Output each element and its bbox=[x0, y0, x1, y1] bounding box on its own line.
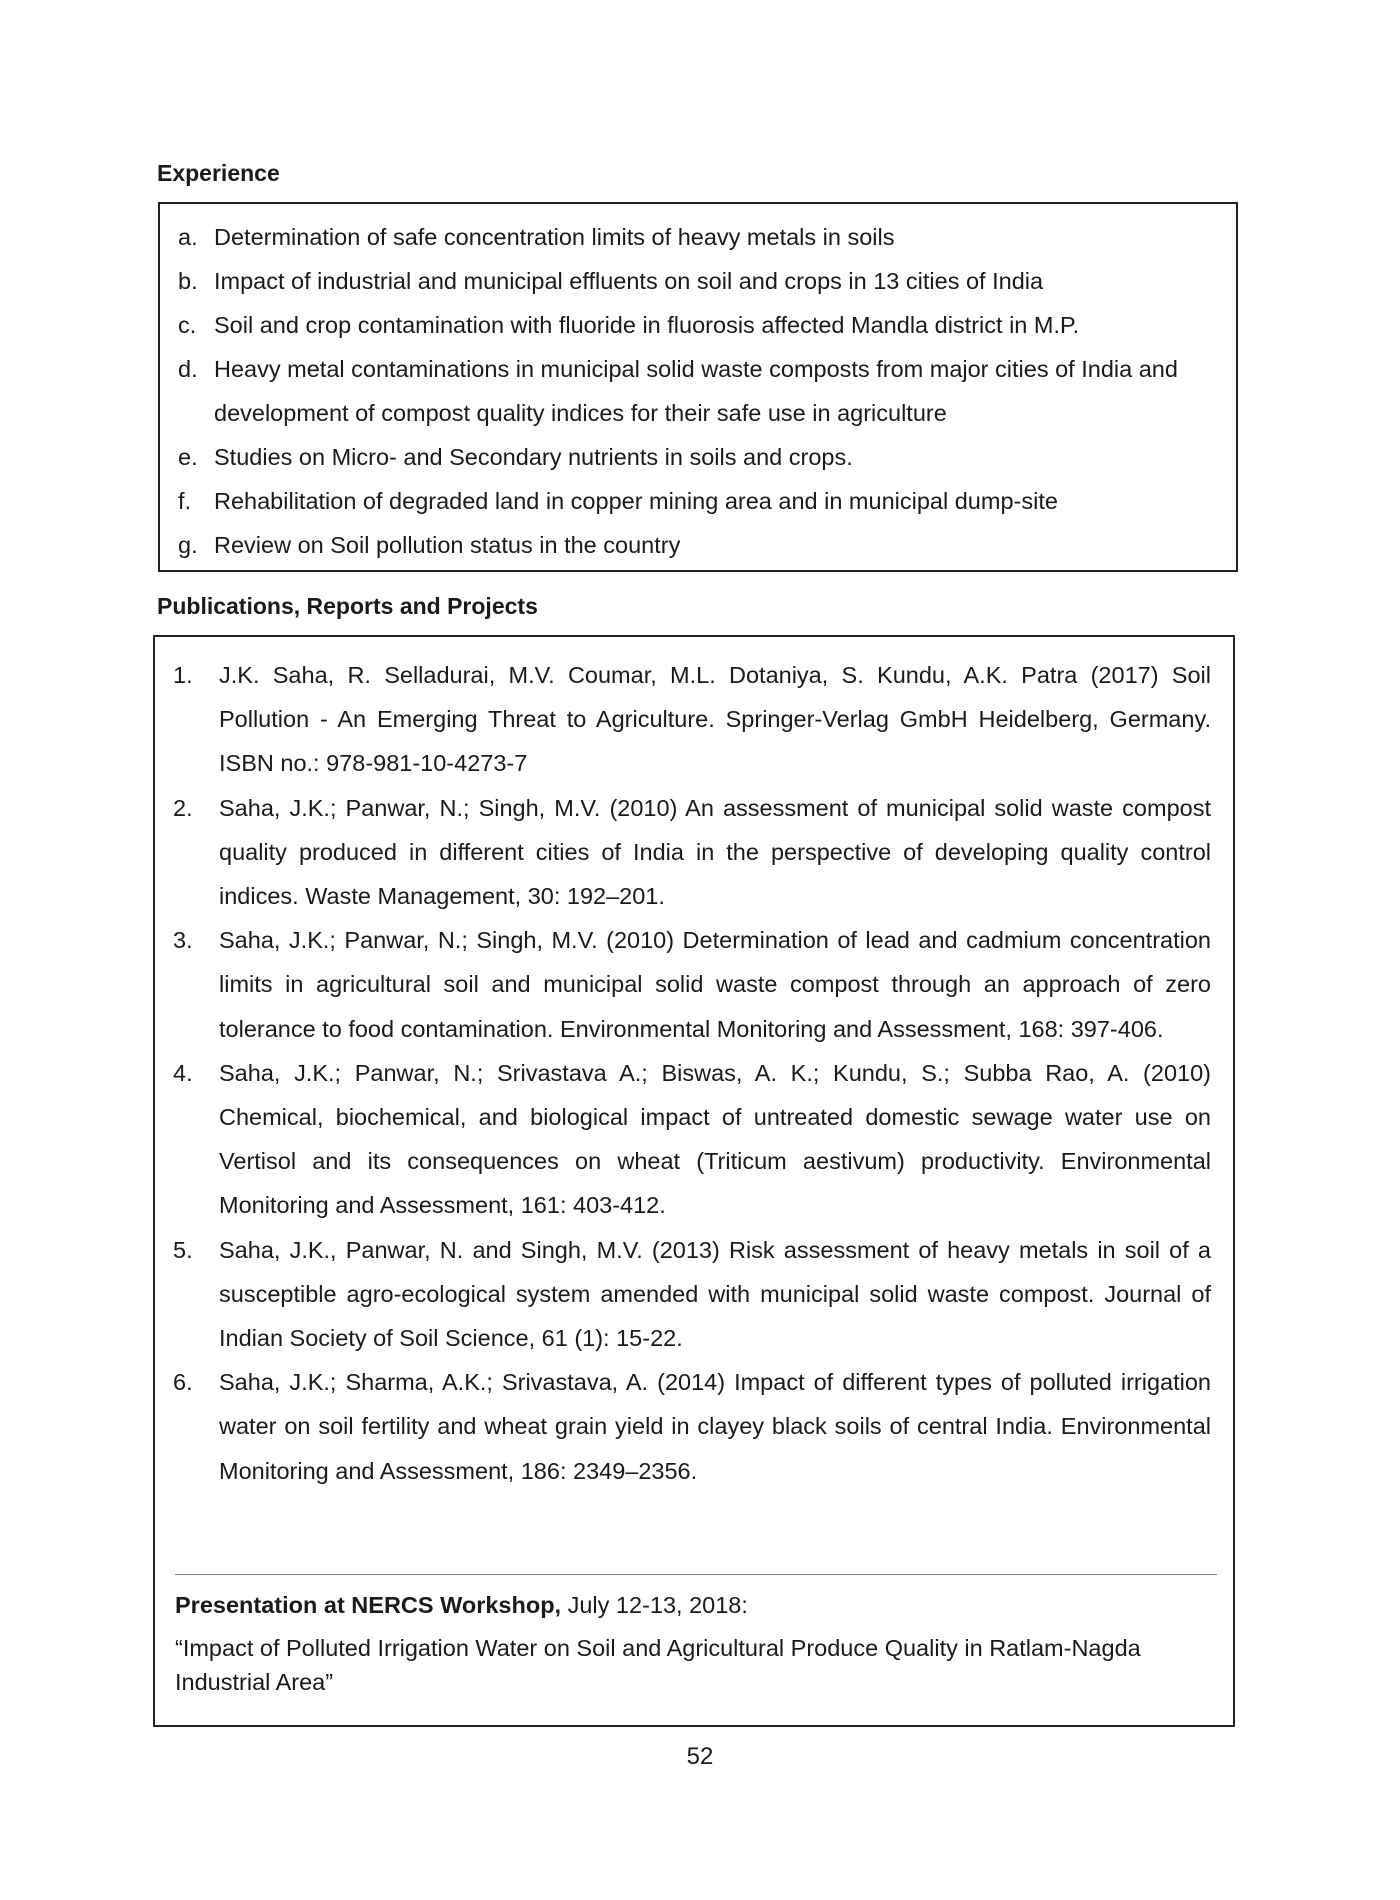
list-marker: 3. bbox=[173, 927, 193, 954]
presentation-date: July 12-13, 2018: bbox=[561, 1592, 748, 1618]
presentation-title: “Impact of Polluted Irrigation Water on Soil and Agricultural Produce Quality in Ratlam-Nagda Industrial Area” bbox=[175, 1635, 1141, 1695]
list-item bbox=[173, 653, 1211, 786]
experience-box bbox=[158, 202, 1238, 572]
list-marker: g. bbox=[178, 532, 198, 558]
list-marker: f. bbox=[178, 488, 192, 514]
list-marker: 4. bbox=[173, 1059, 193, 1086]
list-marker: e. bbox=[178, 444, 198, 470]
list-item bbox=[173, 918, 1211, 1051]
list-item bbox=[178, 215, 1214, 259]
publications-box bbox=[153, 635, 1235, 1727]
list-item bbox=[178, 435, 1214, 479]
presentation-line bbox=[175, 1589, 1213, 1621]
list-text: Saha, J.K.; Panwar, N.; Singh, M.V. (2010) An assessment of municipal solid waste compost quality produced in different cities of India in the perspective of developing quality control indices. Waste Management, 30: 192–201. bbox=[219, 794, 1211, 910]
page-number: 52 bbox=[686, 1743, 714, 1770]
list-marker: 6. bbox=[173, 1369, 193, 1396]
list-item bbox=[173, 1051, 1211, 1228]
list-item bbox=[178, 479, 1214, 523]
list-item bbox=[173, 1360, 1211, 1493]
list-text: Studies on Micro- and Secondary nutrients in soils and crops. bbox=[214, 444, 853, 470]
publications-heading: Publications, Reports and Projects bbox=[157, 593, 538, 619]
list-text: Review on Soil pollution status in the country bbox=[214, 532, 681, 558]
presentation-label: Presentation at NERCS Workshop, bbox=[175, 1592, 562, 1618]
list-item bbox=[178, 523, 1214, 567]
list-text: Saha, J.K.; Sharma, A.K.; Srivastava, A. (2014) Impact of different types of polluted irrigation water on soil fertility and wheat grain yield in clayey black soils of central India. Environmental Monitoring and Assessment, 186: 2349–2356. bbox=[219, 1369, 1211, 1484]
list-text: Determination of safe concentration limits of heavy metals in soils bbox=[214, 224, 895, 250]
list-marker: 2. bbox=[173, 794, 193, 821]
presentation-section bbox=[175, 1589, 1213, 1699]
list-marker: d. bbox=[178, 356, 198, 382]
list-marker: a. bbox=[178, 224, 198, 250]
list-item bbox=[173, 1228, 1211, 1361]
list-text: Rehabilitation of degraded land in copper mining area and in municipal dump-site bbox=[214, 488, 1058, 514]
list-marker: c. bbox=[178, 312, 197, 338]
list-text: Saha, J.K.; Panwar, N.; Singh, M.V. (2010) Determination of lead and cadmium concentration limits in agricultural soil and municipal solid waste compost through an approach of zero tolerance to food contamination. Environmental Monitoring and Assessment, 168: 397-406. bbox=[219, 927, 1211, 1042]
list-text: Saha, J.K.; Panwar, N.; Srivastava A.; Biswas, A. K.; Kundu, S.; Subba Rao, A. (2010) Chemical, biochemical, and biological impact of untreated domestic sewage water use on Vertisol and its consequences on wheat (Triticum aestivum) productivity. Environmental Monitoring and Assessment, 161: 403-412. bbox=[219, 1059, 1211, 1219]
list-text: J.K. Saha, R. Selladurai, M.V. Coumar, M.L. Dotaniya, S. Kundu, A.K. Patra (2017) Soil Pollution - An Emerging Threat to Agriculture. Springer-Verlag GmbH Heidelberg, Germany. ISBN no.: 978-981-10-4273-7 bbox=[219, 662, 1211, 777]
section-divider bbox=[175, 1574, 1217, 1575]
list-text: Heavy metal contaminations in municipal solid waste composts from major cities of India and development of compost quality indices for their safe use in agriculture bbox=[214, 356, 1178, 426]
experience-heading: Experience bbox=[157, 160, 280, 186]
experience-list bbox=[178, 215, 1214, 567]
list-marker: 1. bbox=[173, 662, 193, 688]
list-text: Soil and crop contamination with fluoride in fluorosis affected Mandla district in M.P. bbox=[214, 312, 1080, 338]
list-text: Saha, J.K., Panwar, N. and Singh, M.V. (2013) Risk assessment of heavy metals in soil of a susceptible agro-ecological system amended with municipal solid waste compost. Journal of Indian Society of Soil Science, 61 (1): 15-22. bbox=[219, 1236, 1211, 1352]
list-marker: 5. bbox=[173, 1236, 193, 1263]
list-marker: b. bbox=[178, 268, 198, 294]
publications-list bbox=[173, 653, 1211, 1493]
list-text: Impact of industrial and municipal effluents on soil and crops in 13 cities of India bbox=[214, 268, 1044, 294]
list-item bbox=[178, 303, 1214, 347]
list-item bbox=[178, 259, 1214, 303]
list-item bbox=[173, 786, 1211, 919]
list-item bbox=[178, 347, 1214, 435]
